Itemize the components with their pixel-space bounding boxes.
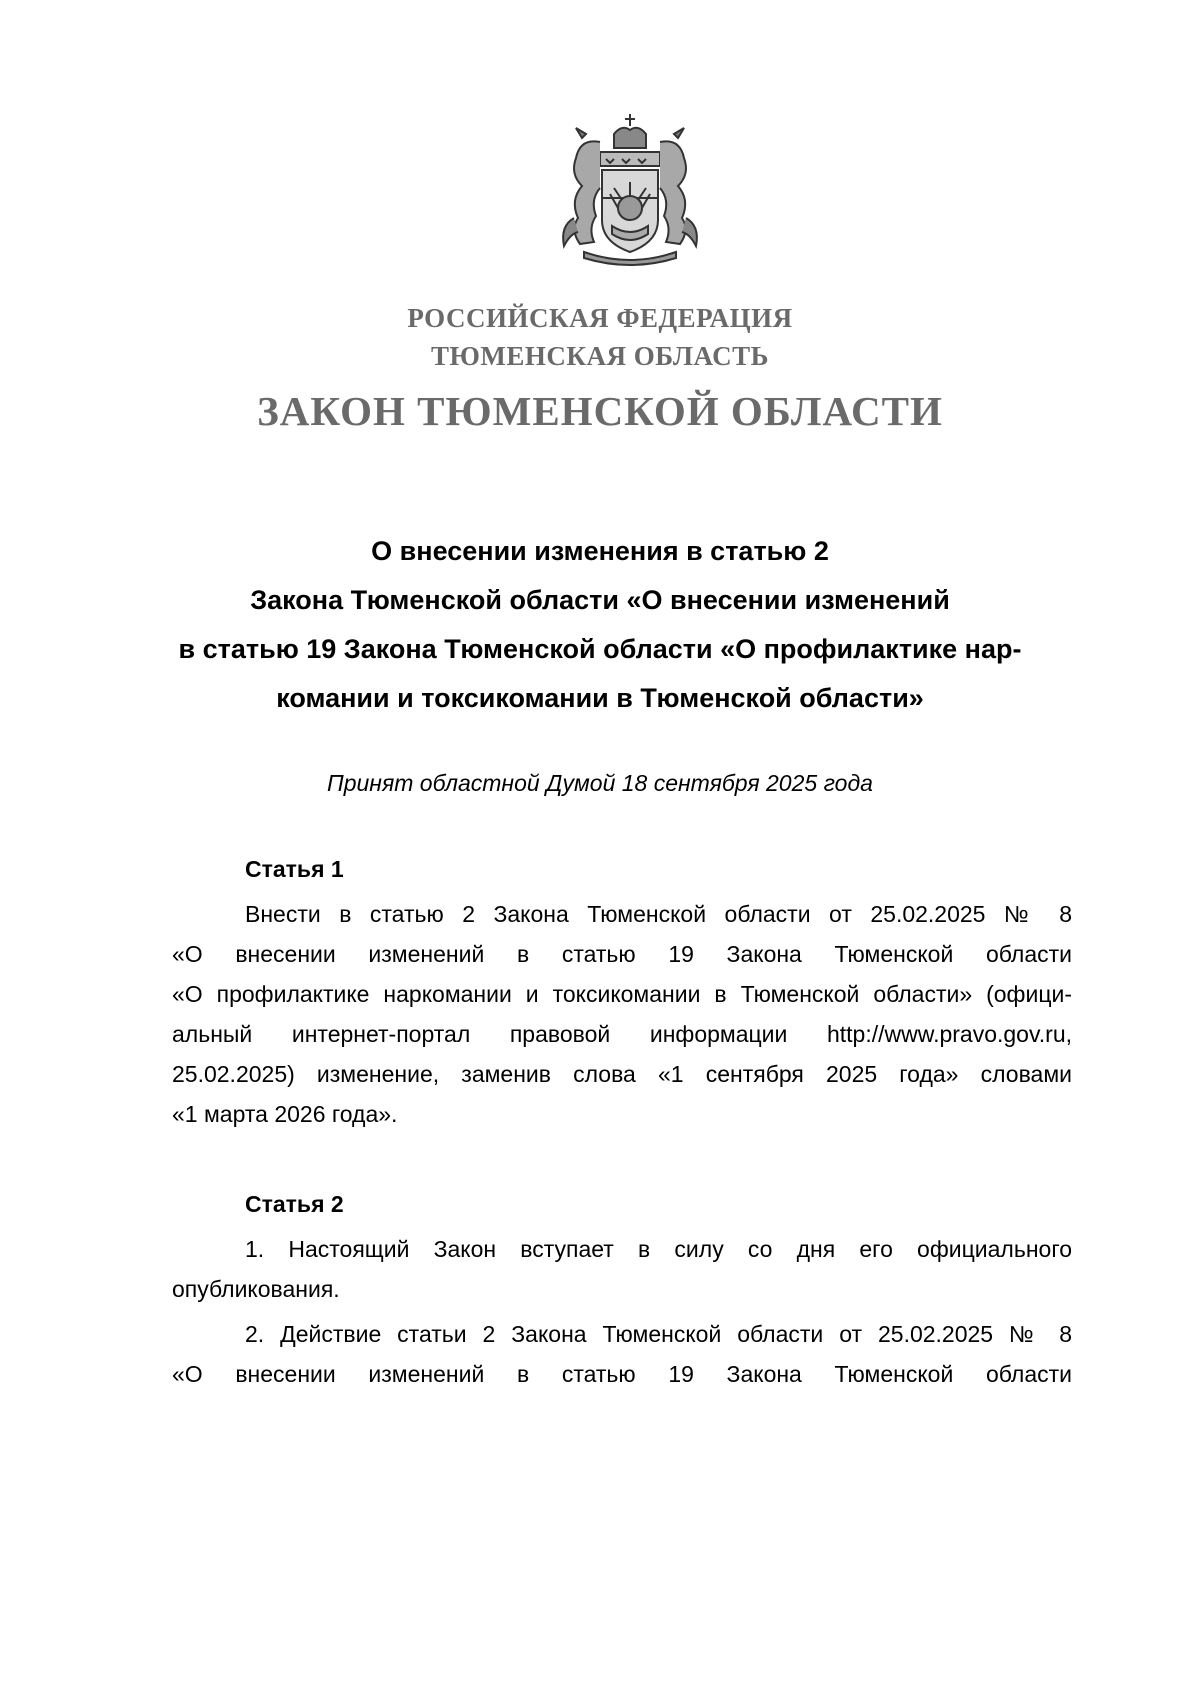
article-1-text-line: «1 марта 2026 года». bbox=[172, 1101, 398, 1127]
law-title-line: Закона Тюменской области «О внесении изменений bbox=[250, 585, 950, 615]
article-2-text-line: 2. Действие статьи 2 Закона Тюменской области от 25.02.2025 № 8 bbox=[245, 1321, 1072, 1347]
region-heading: ТЮМЕНСКАЯ ОБЛАСТЬ bbox=[430, 341, 770, 371]
coat-of-arms-emblem bbox=[530, 108, 730, 268]
article-1-text-line: «О профилактике наркомании и токсикомании в Тюменской области» (офици- bbox=[172, 981, 1072, 1007]
adoption-note: Принят областной Думой 18 сентября 2025 года bbox=[327, 770, 873, 796]
article-2-text-line: 1. Настоящий Закон вступает в силу со дня его официального bbox=[245, 1236, 1072, 1262]
article-1-text-line: «О внесении изменений в статью 19 Закона Тюменской области bbox=[172, 941, 1072, 967]
article-2-heading: Статья 2 bbox=[245, 1191, 344, 1217]
law-title-line: О внесении изменения в статью 2 bbox=[371, 536, 829, 566]
article-2-text-line: опубликования. bbox=[172, 1276, 340, 1302]
article-1-heading: Статья 1 bbox=[245, 856, 344, 882]
document-type-heading: ЗАКОН ТЮМЕНСКОЙ ОБЛАСТИ bbox=[257, 388, 943, 434]
article-1-text-line: альный интернет-портал правовой информации http://www.pravo.gov.ru, bbox=[172, 1021, 1072, 1047]
article-2-text-line: «О внесении изменений в статью 19 Закона Тюменской области bbox=[172, 1361, 1072, 1387]
article-1-text-line: 25.02.2025) изменение, заменив слова «1 сентября 2025 года» словами bbox=[172, 1061, 1072, 1087]
law-title-line: в статью 19 Закона Тюменской области «О профилактике нар- bbox=[178, 634, 1022, 664]
article-1-text-line: Внести в статью 2 Закона Тюменской области от 25.02.2025 № 8 bbox=[245, 901, 1072, 927]
law-title-line: комании и токсикомании в Тюменской области» bbox=[276, 683, 924, 713]
country-heading: РОССИЙСКАЯ ФЕДЕРАЦИЯ bbox=[407, 303, 793, 333]
